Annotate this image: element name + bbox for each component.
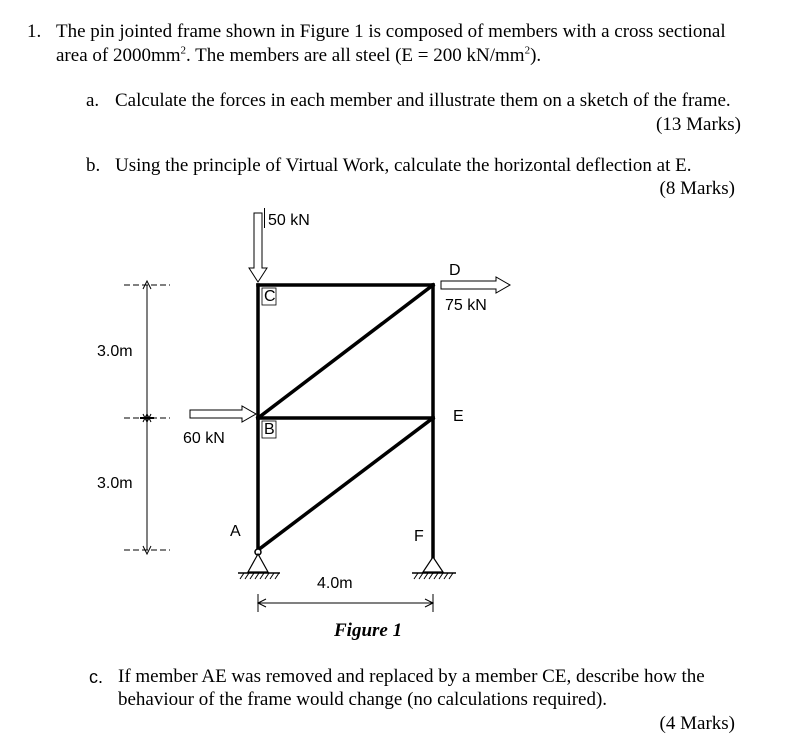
node-label-f: F: [414, 528, 424, 545]
dimension-label-width: 4.0m: [317, 575, 353, 592]
member-ae: [258, 418, 433, 550]
dimension-horizontal: [258, 594, 433, 612]
part-c-line-1: If member AE was removed and replaced by a member CE, describe how the: [118, 666, 705, 687]
part-a-marks: (13 Marks): [656, 114, 741, 135]
node-label-e: E: [453, 408, 464, 425]
figure-caption: Figure 1: [334, 620, 403, 641]
part-b-marks: (8 Marks): [659, 178, 735, 199]
part-b-text: Using the principle of Virtual Work, calculate the horizontal deflection at E.: [115, 155, 692, 176]
node-label-c: C: [264, 288, 276, 305]
support-a: [238, 549, 280, 579]
dimension-vertical: [124, 281, 170, 554]
load-c-label-bar: [264, 208, 265, 228]
part-c-marker: c.: [89, 667, 104, 687]
question-line-2-suffix: ).: [530, 45, 542, 66]
dimension-label-upper: 3.0m: [97, 343, 133, 360]
load-label-c: 50 kN: [268, 212, 310, 229]
superscript-kn-mm: 2: [524, 44, 531, 57]
node-label-a: A: [230, 523, 241, 540]
question-line-1: The pin jointed frame shown in Figure 1 is composed of members with a cross sectional: [56, 21, 726, 42]
truss-members: [258, 285, 433, 568]
support-f: [412, 557, 456, 579]
superscript-mm: 2: [180, 44, 187, 57]
member-bd: [258, 285, 433, 418]
node-label-b: B: [264, 421, 275, 438]
node-label-d: D: [449, 262, 461, 279]
load-arrow-b: [190, 406, 256, 422]
question-line-2-prefix: area of 2000mm: [56, 45, 181, 66]
load-label-b: 60 kN: [183, 430, 225, 447]
question-line-2-mid: . The members are all steel (E = 200 kN/mm: [186, 45, 525, 66]
part-c-line-2: behaviour of the frame would change (no calculations required).: [118, 689, 608, 710]
part-a-text: Calculate the forces in each member and illustrate them on a sketch of the frame.: [115, 90, 731, 111]
part-a-marker: a.: [86, 90, 100, 111]
dimension-label-lower: 3.0m: [97, 475, 133, 492]
load-label-d: 75 kN: [445, 297, 487, 314]
question-number: 1.: [27, 21, 42, 42]
part-b-marker: b.: [86, 155, 101, 176]
part-c-marks: (4 Marks): [659, 713, 735, 734]
